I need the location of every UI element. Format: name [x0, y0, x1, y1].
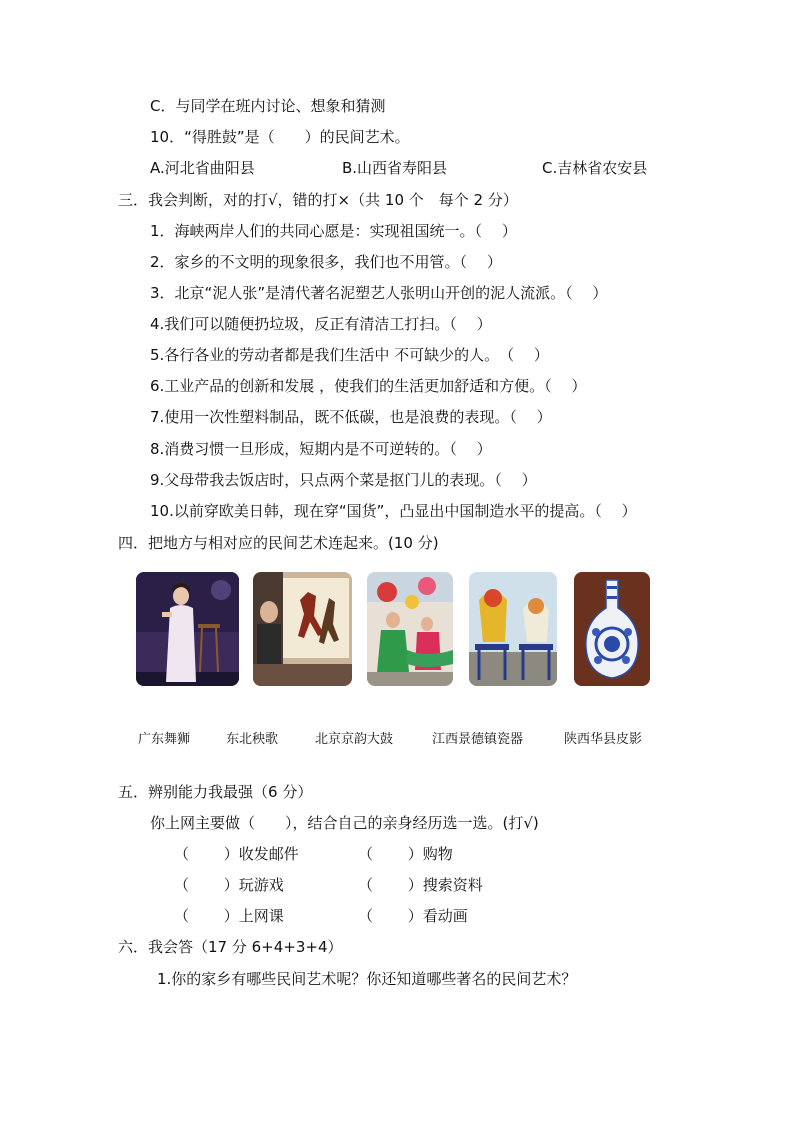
- option-email[interactable]: （ ）收发邮件: [174, 845, 299, 863]
- section-4-heading: 四．把地方与相对应的民间艺术连起来。(10 分): [118, 534, 439, 552]
- option-games[interactable]: （ ）玩游戏: [174, 876, 284, 894]
- option-search[interactable]: （ ）搜索资料: [358, 876, 483, 894]
- photo-porcelain-vase: [574, 572, 650, 686]
- caption-huaxian-shadow-puppet: 陕西华县皮影: [564, 732, 643, 747]
- q10-option-c: C.吉林省农安县: [542, 159, 648, 177]
- option-online-class[interactable]: （ ）上网课: [174, 907, 284, 925]
- judge-item-8: 8.消费习惯一旦形成，短期内是不可逆转的。（ ）: [150, 440, 492, 458]
- judge-item-10: 10.以前穿欧美日韩，现在穿“国货”，凸显出中国制造水平的提高。（ ）: [150, 502, 637, 520]
- section-3-heading: 三．我会判断，对的打√，错的打×（共 10 个 每个 2 分）: [118, 191, 518, 209]
- caption-guangdong-lion-dance: 广东舞狮: [138, 732, 191, 747]
- option-cartoons[interactable]: （ ）看动画: [358, 907, 468, 925]
- question-10: 10．“得胜鼓”是（ ）的民间艺术。: [150, 128, 410, 146]
- section-6-heading: 六．我会答（17 分 6+4+3+4）: [118, 938, 343, 956]
- judge-item-6: 6.工业产品的创新和发展 ，使我们的生活更加舒适和方便。（ ）: [150, 377, 587, 395]
- judge-item-5: 5.各行各业的劳动者都是我们生活中 不可缺少的人。 （ ）: [150, 346, 549, 364]
- q9-option-c: C．与同学在班内讨论、想象和猜测: [150, 97, 386, 115]
- judge-item-2: 2．家乡的不文明的现象很多，我们也不用管。（ ）: [150, 253, 502, 271]
- photo-yangge-dance: [367, 572, 453, 686]
- caption-jingdezhen-porcelain: 江西景德镇瓷器: [432, 732, 524, 747]
- q10-option-b: B.山西省寿阳县: [342, 159, 448, 177]
- caption-northeast-yangge: 东北秧歌: [226, 732, 279, 747]
- q10-option-a: A.河北省曲阳县: [150, 159, 255, 177]
- section-6-question-1: 1.你的家乡有哪些民间艺术呢？你还知道哪些著名的民间艺术？: [157, 970, 577, 988]
- judge-item-4: 4.我们可以随便扔垃圾，反正有清洁工打扫。（ ）: [150, 315, 492, 333]
- judge-item-7: 7.使用一次性塑料制品，既不低碳，也是浪费的表现。（ ）: [150, 408, 552, 426]
- option-shopping[interactable]: （ ）购物: [358, 845, 453, 863]
- judge-item-1: 1．海峡两岸人们的共同心愿是：实现祖国统一。（ ）: [150, 222, 517, 240]
- section-5-question: 你上网主要做（ ），结合自己的亲身经历选一选。(打√): [150, 814, 539, 832]
- photo-shadow-puppetry: [253, 572, 352, 686]
- photo-lion-dance: [469, 572, 557, 686]
- judge-item-9: 9.父母带我去饭店时，只点两个菜是抠门儿的表现。（ ）: [150, 471, 537, 489]
- section-5-heading: 五．辨别能力我最强（6 分）: [118, 783, 313, 801]
- caption-beijing-drum-singing: 北京京韵大鼓: [315, 732, 394, 747]
- photo-performer-singing: [136, 572, 239, 686]
- judge-item-3: 3．北京“泥人张”是清代著名泥塑艺人张明山开创的泥人流派。（ ）: [150, 284, 608, 302]
